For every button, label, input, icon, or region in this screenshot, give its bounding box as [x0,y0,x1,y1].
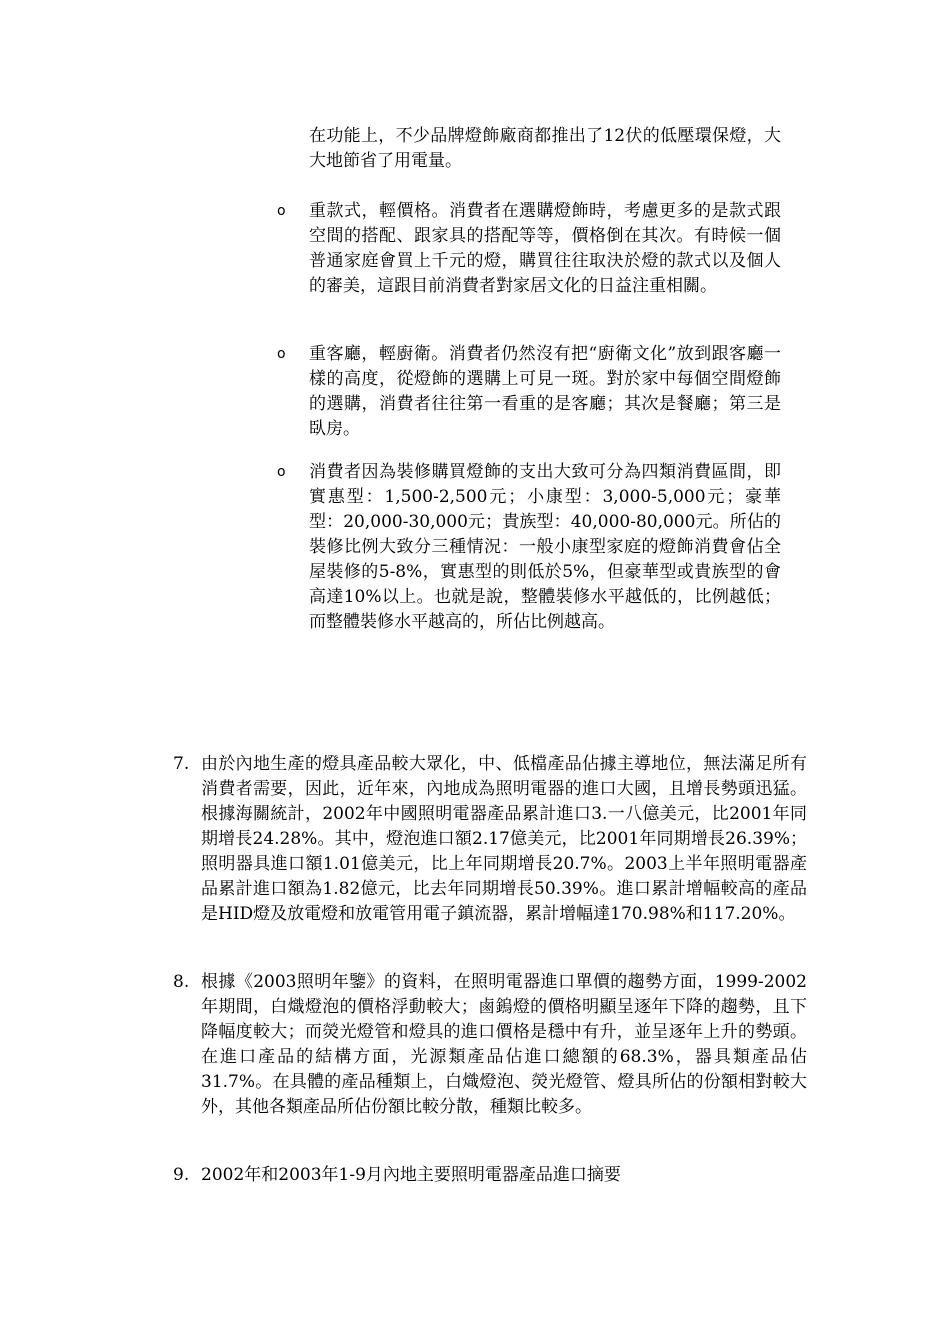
bullet-marker: o [277,464,286,480]
numbered-item [173,752,807,927]
sub-bullet-text: 重款式，輕價格。消費者在選購燈飾時，考慮更多的是款式跟空間的搭配、跟家具的搭配等等，價格倒在其次。有時候一個普通家庭會買上千元的燈，購買往往取決於燈的款式以及個人的審美，這跟目前消費者對家居文化的日益注重相關。 [309,201,781,296]
numbered-item [173,1163,807,1188]
sub-bullet-text: 消費者因為裝修購買燈飾的支出大致可分為四類消費區間，即實惠型：1,500-2,500元；小康型：3,000-5,000元；豪華型：20,000-30,000元；貴族型：40,000-80,000元。所佔的裝修比例大致分三種情況：一般小康型家庭的燈飾消費會佔全屋裝修的5-8%，實惠型的則低於5%，但豪華型或貴族型的會高達10%以上。也就是說，整體裝修水平越低的，比例越低；而整體裝修水平越高的，所佔比例越高。 [309,462,781,632]
item-number: 8. [173,972,190,992]
continuation-paragraph: 在功能上，不少品牌燈飾廠商都推出了12伏的低壓環保燈，大大地節省了用電量。 [309,126,781,171]
item-text: 2002年和2003年1-9月內地主要照明電器產品進口摘要 [201,1165,621,1185]
sub-bullet-text: 重客廳，輕廚衛。消費者仍然沒有把“廚衛文化”放到跟客廳一樣的高度，從燈飾的選購上可見一斑。對於家中每個空間燈飾的選購，消費者往往第一看重的是客廳；其次是餐廳；第三是臥房。 [309,344,781,439]
item-text: 根據《2003照明年鑒》的資料，在照明電器進口單價的趨勢方面，1999-2002年期間，白熾燈泡的價格浮動較大；鹵鎢燈的價格明顯呈逐年下降的趨勢，且下降幅度較大；而熒光燈管和燈具的進口價格是穩中有升，並呈逐年上升的勢頭。在進口產品的結構方面，光源類產品佔進口總額的68.3%，器具類產品佔31.7%。在具體的產品種類上，白熾燈泡、熒光燈管、燈具所佔的份額相對較大外，其他各類產品所佔份額比較分散，種類比較多。 [201,972,807,1117]
bullet-marker: o [277,203,286,219]
numbered-item [173,970,807,1120]
item-number: 9. [173,1165,190,1185]
item-number: 7. [173,754,190,774]
sub-bullet-item [277,342,781,442]
item-text: 由於內地生產的燈具產品較大眾化，中、低檔產品佔據主導地位，無法滿足所有消費者需要，因此，近年來，內地成為照明電器的進口大國，且增長勢頭迅猛。根據海關統計，2002年中國照明電器產品累計進口3.一八億美元，比2001年同期增長24.28%。其中，燈泡進口額2.17億美元，比2001年同期增長26.39%；照明器具進口額1.01億美元，比上年同期增長20.7%。2003上半年照明電器產品累計進口額為1.82億元，比去年同期增長50.39%。進口累計增幅較高的產品是HID燈及放電燈和放電管用電子鎮流器，累計增幅達170.98%和117.20%。 [201,754,807,924]
sub-bullet-item [277,199,781,299]
sub-bullet-item [277,460,781,635]
bullet-marker: o [277,346,286,362]
